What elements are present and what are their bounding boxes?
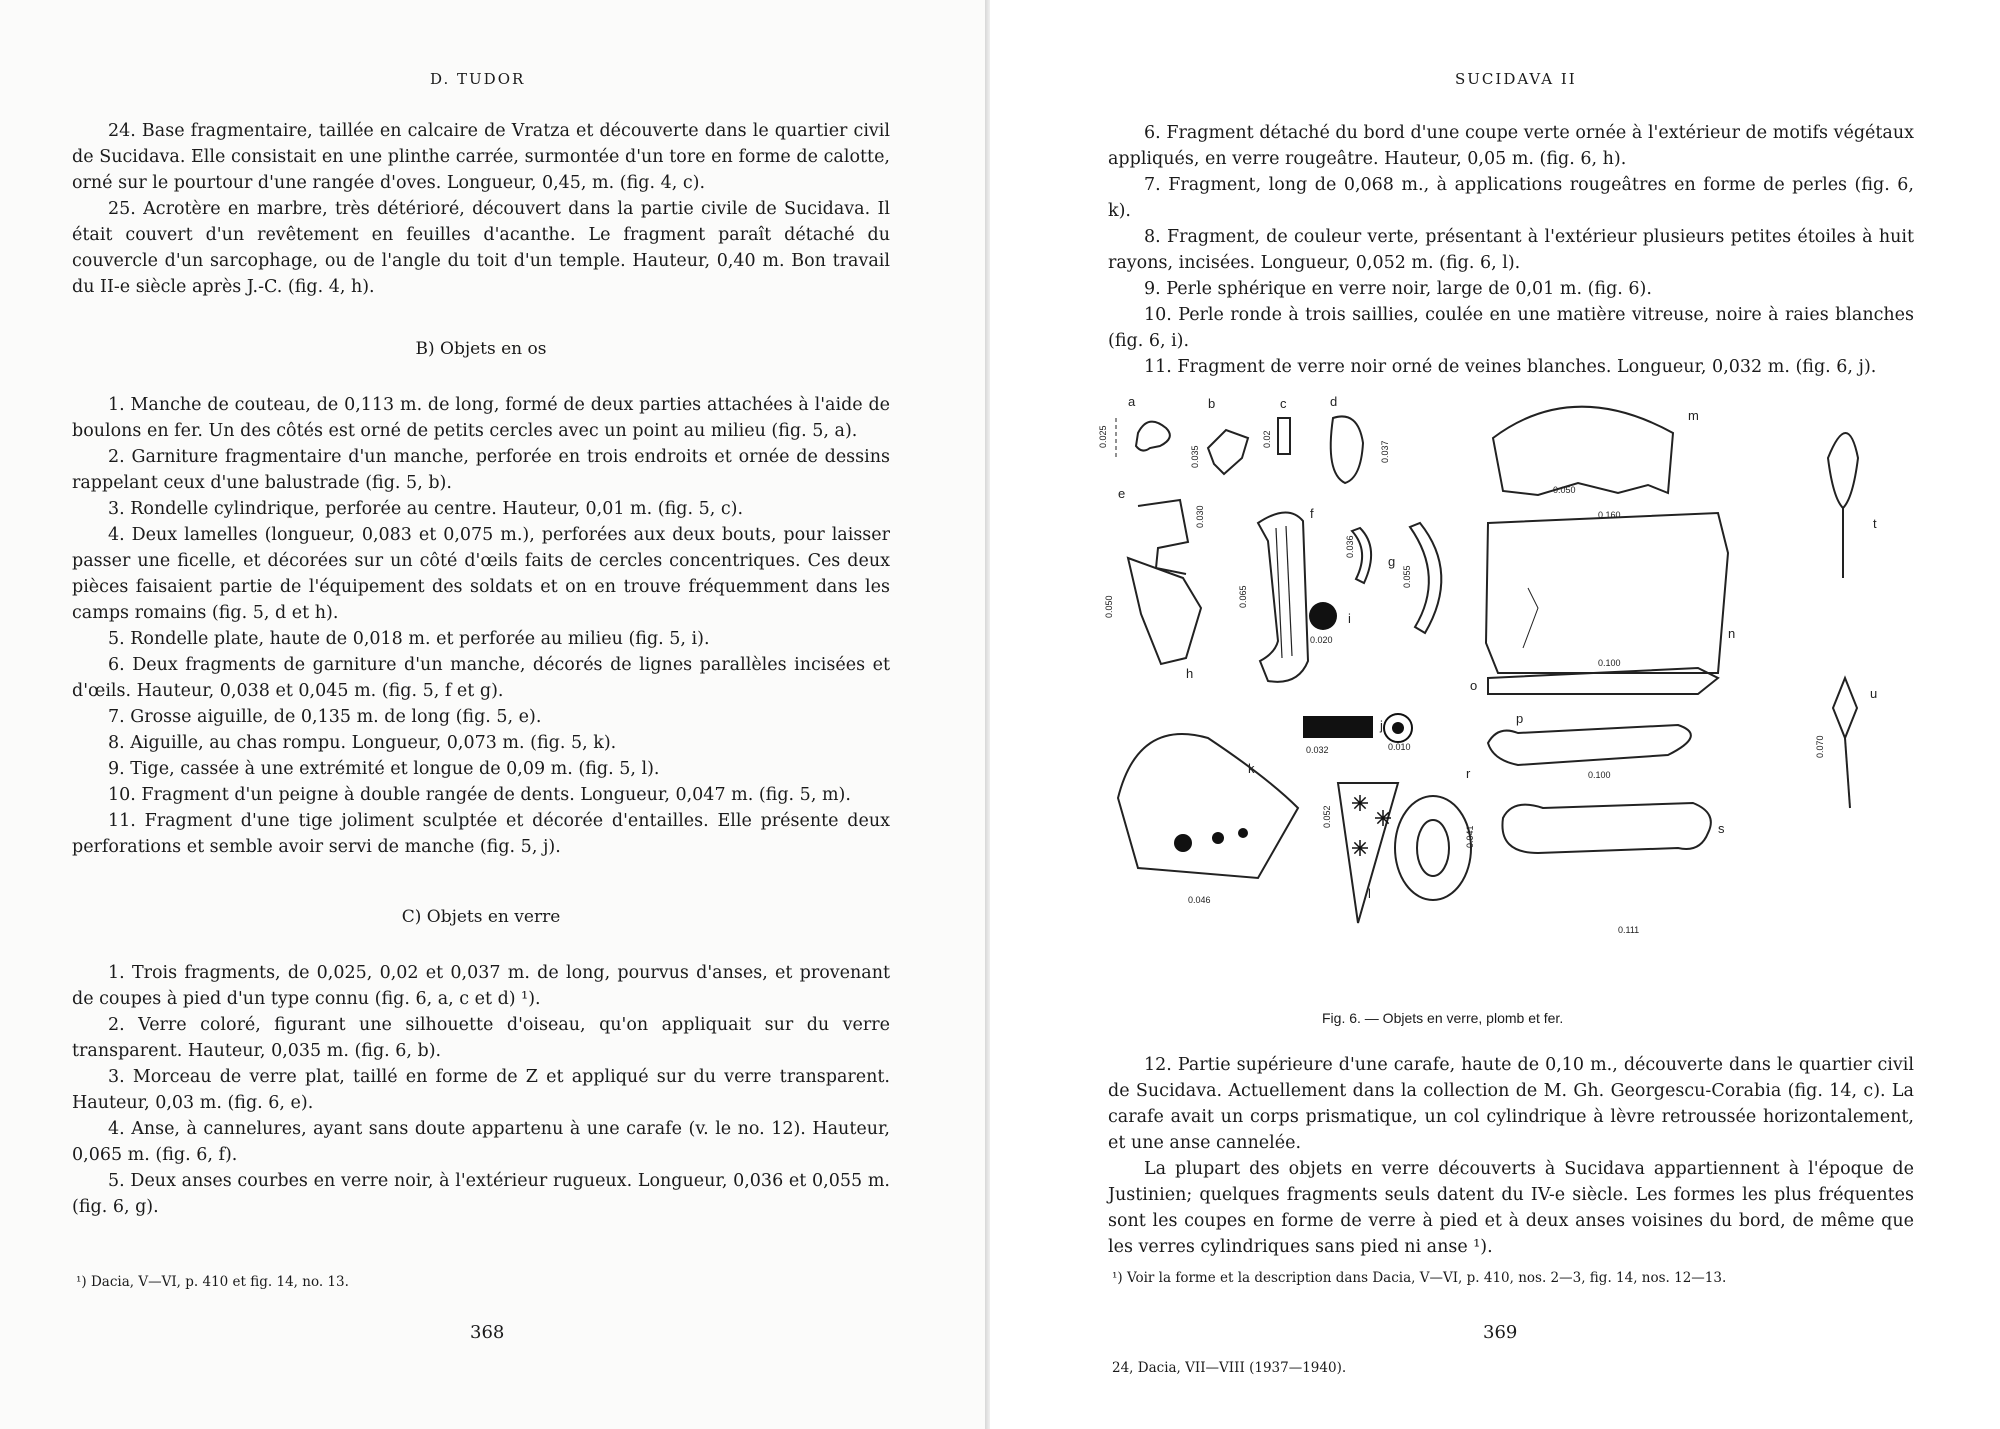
object-o — [1488, 668, 1718, 694]
figure-letter-c: c — [1280, 396, 1287, 411]
object-p — [1488, 725, 1691, 765]
figure-dimension-label: 0.052 — [1322, 805, 1332, 828]
paragraph-25: 25. Acrotère en marbre, très détérioré, découvert dans la partie civile de Sucidava. Il était couvert d'un revêtement en feuilles d'acanthe. Le fragment paraît détaché du couvercle d'un sarcophage, ou de l'angle du toit d'un temple. Hauteur, 0,40 m. Bon travail du II-e siècle après J.-C. (fig. 4, h). — [72, 199, 890, 297]
object-r — [1395, 796, 1471, 900]
star-ray — [1377, 818, 1383, 824]
figure-6-drawing — [1098, 378, 1918, 978]
figure-dimension-label: 0.070 — [1815, 735, 1825, 758]
paragraph-24: 24. Base fragmentaire, taillée en calcaire de Vratza et découverte dans le quartier civil de Sucidava. Elle consistait en une plinthe carrée, surmontée d'un tore en forme de calotte, orné sur le pourtour d'une rangée d'oves. Longueur, 0,45, m. (fig. 4, c). — [72, 121, 890, 193]
object-i — [1309, 602, 1337, 630]
os-item: 1. Manche de couteau, de 0,113 m. de long, formé de deux parties attachées à l'aide de boulons en fer. Un des côtés est orné de petits cercles avec un point au milieu (fig. 5, a). — [72, 395, 890, 441]
section-heading-verre: C) Objets en verre — [401, 907, 561, 927]
verre-right-item: 8. Fragment, de couleur verte, présentant à l'extérieur plusieurs petites étoiles à huit rayons, incisées. Longueur, 0,052 m. (fig. 6, l). — [1108, 227, 1914, 273]
figure-dimension-label: 0.111 — [1618, 925, 1640, 935]
verre-item: 5. Deux anses courbes en verre noir, à l'extérieur rugueux. Longueur, 0,036 et 0,055 m. (fig. 6, g). — [72, 1171, 890, 1217]
figure-dimension-label: 0.055 — [1402, 565, 1412, 588]
figure-caption: Fig. 6. — Objets en verre, plomb et fer. — [1322, 1010, 1564, 1026]
figure-dimension-label: 0.036 — [1345, 535, 1355, 558]
figure-letter-f: f — [1310, 506, 1314, 521]
right-body-top — [1108, 120, 1914, 380]
figure-letter-t: t — [1873, 516, 1877, 531]
os-item: 9. Tige, cassée à une extrémité et longue de 0,09 m. (fig. 5, l). — [108, 759, 660, 779]
figure-letter-i: i — [1348, 611, 1351, 626]
figure-dimension-label: 0.041 — [1465, 825, 1475, 848]
figure-letter-m: m — [1688, 408, 1699, 423]
star-ray — [1360, 842, 1366, 848]
verre-item: 2. Verre coloré, figurant une silhouette d'oiseau, qu'on appliquait sur du verre transparent. Hauteur, 0,035 m. (fig. 6, b). — [72, 1015, 890, 1061]
footnote-right: ¹) Voir la forme et la description dans Dacia, V—VI, p. 410, nos. 2—3, fig. 14, nos. 12—13. — [1112, 1270, 1727, 1286]
figure-letter-g: g — [1388, 554, 1396, 569]
left-body — [72, 118, 890, 1220]
figure-letter-b: b — [1208, 396, 1216, 411]
os-item: 3. Rondelle cylindrique, perforée au centre. Hauteur, 0,01 m. (fig. 5, c). — [108, 499, 744, 519]
object-t — [1828, 433, 1858, 508]
os-item: 5. Rondelle plate, haute de 0,018 m. et perforée au milieu (fig. 5, i). — [108, 629, 710, 649]
figure-dimension-label: 0.010 — [1388, 742, 1411, 752]
figure-dimension-label: 0.020 — [1310, 635, 1333, 645]
object-n — [1486, 513, 1728, 673]
figure-dimension-label: 0.032 — [1306, 745, 1329, 755]
figure-dimension-label: 0.02 — [1262, 430, 1272, 448]
verre-item: 4. Anse, à cannelures, ayant sans doute appartenu à une carafe (v. le no. 12). Hauteur, 0,065 m. (fig. 6, f). — [72, 1119, 890, 1165]
right-items-list — [1108, 120, 1914, 380]
object-l — [1338, 783, 1398, 923]
running-head-left: D. TUDOR — [430, 70, 526, 88]
star-ray — [1360, 803, 1366, 809]
figure-letter-e: e — [1118, 486, 1126, 501]
verre-right-item: 6. Fragment détaché du bord d'une coupe verte ornée à l'extérieur de motifs végétaux appliqués, en verre rougeâtre. Hauteur, 0,05 m. (fig. 6, h). — [1108, 123, 1914, 169]
star-ray — [1360, 848, 1366, 854]
figure-letter-r: r — [1466, 766, 1471, 781]
star-ray — [1360, 797, 1366, 803]
figure-letter-a: a — [1128, 394, 1136, 409]
figure-letter-j: j — [1380, 718, 1383, 733]
os-item: 11. Fragment d'une tige joliment sculptée et décorée d'entailles. Elle présente deux perforations et semble avoir servi de manche (fig. 5, j). — [72, 811, 890, 857]
object-s — [1502, 803, 1710, 853]
star-ray — [1377, 812, 1383, 818]
figure-dimension-label: 0.025 — [1098, 425, 1108, 448]
figure-dimension-label: 0.065 — [1238, 585, 1248, 608]
figure-dimension-label: 0.035 — [1190, 445, 1200, 468]
star-ray — [1354, 842, 1360, 848]
object-j — [1303, 716, 1373, 738]
object-u — [1833, 678, 1857, 738]
page-number-right: 369 — [1483, 1322, 1518, 1343]
figure-dimension-label: 0.100 — [1598, 658, 1621, 668]
figure-letter-n: n — [1728, 626, 1736, 641]
star-ray — [1354, 848, 1360, 854]
figure-letter-u: u — [1870, 686, 1878, 701]
verre-right-item: 10. Perle ronde à trois saillies, coulée en une matière vitreuse, noire à raies blanches (fig. 6, i). — [1108, 305, 1914, 351]
right-page — [990, 0, 2000, 1429]
figure-letter-l: l — [1368, 886, 1371, 901]
page-number-left: 368 — [470, 1322, 505, 1343]
object-d — [1331, 416, 1363, 483]
figure-dimension-label: 0.037 — [1380, 440, 1390, 463]
object-f — [1258, 512, 1308, 681]
object-k — [1118, 734, 1298, 878]
figure-dimension-label: 0.160 — [1598, 510, 1621, 520]
footnote-left: ¹) Dacia, V—VI, p. 410 et fig. 14, no. 13. — [76, 1274, 349, 1290]
verre-right-item: 9. Perle sphérique en verre noir, large de 0,01 m. (fig. 6). — [1144, 279, 1652, 299]
figure-letter-p: p — [1516, 711, 1524, 726]
running-head-right: SUCIDAVA II — [1455, 70, 1577, 88]
object-e — [1138, 500, 1188, 574]
os-list — [72, 392, 890, 860]
os-item: 7. Grosse aiguille, de 0,135 m. de long (fig. 5, e). — [108, 707, 542, 727]
object-c — [1278, 418, 1290, 454]
verre-item: 1. Trois fragments, de 0,025, 0,02 et 0,037 m. de long, pourvus d'anses, et provenant de coupes à pied d'un type connu (fig. 6, a, c et d) ¹). — [72, 963, 890, 1009]
verre-list — [72, 960, 890, 1220]
figure-dimension-label: 0.050 — [1104, 595, 1114, 618]
star-ray — [1354, 797, 1360, 803]
os-item: 10. Fragment d'un peigne à double rangée de dents. Longueur, 0,047 m. (fig. 5, m). — [108, 785, 851, 805]
figure-dimension-label: 0.030 — [1195, 505, 1205, 528]
os-item: 2. Garniture fragmentaire d'un manche, perforée en trois endroits et ornée de dessins rappelant ceux d'une balustrade (fig. 5, b). — [72, 447, 890, 493]
verre-right-item: 11. Fragment de verre noir orné de veines blanches. Longueur, 0,032 m. (fig. 6, j). — [1144, 357, 1877, 377]
figure-dimension-label: 0.050 — [1553, 485, 1576, 495]
verre-item: 3. Morceau de verre plat, taillé en forme de Z et appliqué sur du verre transparent. Hauteur, 0,03 m. (fig. 6, e). — [72, 1067, 890, 1113]
os-item: 6. Deux fragments de garniture d'un manche, décorés de lignes parallèles incisées et d'œils. Hauteur, 0,038 et 0,045 m. (fig. 5, f et g). — [72, 655, 890, 701]
figure-letter-s: s — [1718, 821, 1725, 836]
object-a — [1136, 422, 1170, 451]
figure-dimension-label: 0.100 — [1588, 770, 1611, 780]
object-h — [1128, 558, 1201, 664]
figure-letter-k: k — [1248, 761, 1255, 776]
figure-dimension-label: 0.046 — [1188, 895, 1211, 905]
star-ray — [1354, 803, 1360, 809]
object-b — [1208, 430, 1248, 474]
object-m — [1493, 407, 1673, 495]
right-body-bottom — [1108, 1052, 1914, 1260]
figure-letter-d: d — [1330, 394, 1338, 409]
signature-line: 24, Dacia, VII—VIII (1937—1940). — [1112, 1360, 1347, 1376]
object-g-2 — [1410, 523, 1441, 633]
left-page — [0, 0, 985, 1429]
verre-right-item: 7. Fragment, long de 0,068 m., à applications rougeâtres en forme de perles (fig. 6, k). — [1108, 175, 1914, 221]
os-item: 8. Aiguille, au chas rompu. Longueur, 0,073 m. (fig. 5, k). — [108, 733, 617, 753]
paragraph-plupart: La plupart des objets en verre découverts à Sucidava appartiennent à l'époque de Justinien; quelques fragments seuls datent du IV-e siècle. Les formes les plus fréquentes sont les coupes en forme de verre à pied et à deux anses voisines du bord, de même que les verres cylindriques sans pied ni anse ¹). — [1108, 1159, 1914, 1257]
figure-letter-h: h — [1186, 666, 1194, 681]
os-item: 4. Deux lamelles (longueur, 0,083 et 0,075 m.), perforées aux deux bouts, pour laisser passer une ficelle, et décorées sur un côté d'œils faits de cercles concentriques. Ces deux pièces faisaient partie de l'équipement des soldats et on en trouve fréquemment dans les camps romains (fig. 5, d et h). — [72, 525, 890, 623]
figure-letter-o: o — [1470, 678, 1478, 693]
section-heading-os: B) Objets en os — [415, 339, 547, 359]
paragraph-12: 12. Partie supérieure d'une carafe, haute de 0,10 m., découverte dans le quartier civil de Sucidava. Actuellement dans la collection de M. Gh. Georgescu-Corabia (fig. 14, c). La carafe avait un corps prismatique, un col cylindrique à lèvre retroussée horizontalement, et une anse cannelée. — [1108, 1055, 1914, 1153]
